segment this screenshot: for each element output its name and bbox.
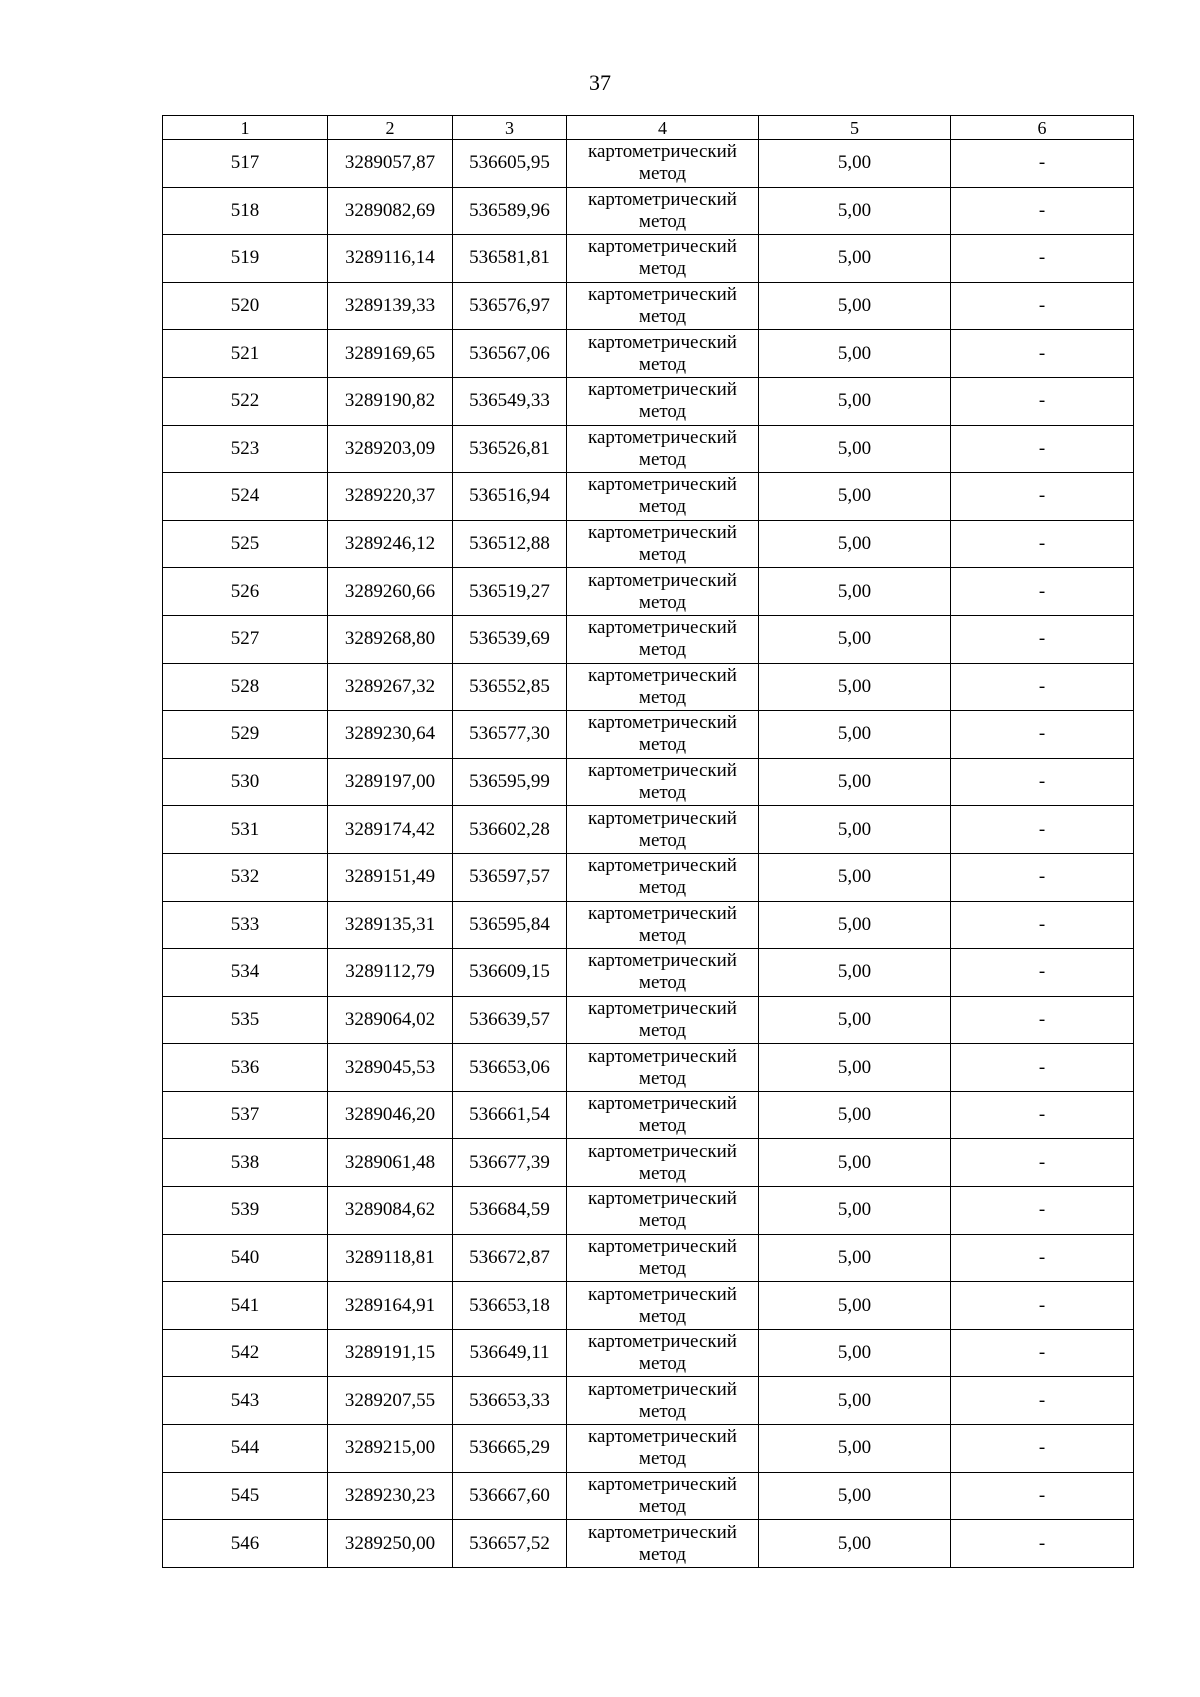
table-row (163, 1520, 1134, 1568)
method-cell (567, 1377, 759, 1425)
point-number-cell: 517 (163, 140, 328, 188)
accuracy-cell: 5,00 (759, 1282, 951, 1330)
description-cell: - (951, 853, 1134, 901)
y-coordinate-cell: 536526,81 (453, 425, 567, 473)
method-line-2: метод (638, 1400, 687, 1422)
method-cell (567, 901, 759, 949)
method-line-1: картометрический (588, 1045, 737, 1067)
method-cell (567, 282, 759, 330)
description-cell: - (951, 615, 1134, 663)
accuracy-cell: 5,00 (759, 615, 951, 663)
table-row (163, 1044, 1134, 1092)
method-cell (567, 615, 759, 663)
method-line-2: метод (638, 734, 687, 756)
method-line-1: картометрический (588, 712, 737, 734)
y-coordinate-cell: 536661,54 (453, 1091, 567, 1139)
description-cell: - (951, 711, 1134, 759)
method-line-1: картометрический (588, 902, 737, 924)
method-line-1: картометрический (588, 617, 737, 639)
point-number-cell: 530 (163, 758, 328, 806)
page-number: 37 (589, 70, 611, 95)
point-number-cell: 541 (163, 1282, 328, 1330)
method-cell (567, 711, 759, 759)
point-number-cell: 531 (163, 806, 328, 854)
point-number-cell: 534 (163, 949, 328, 997)
table-row (163, 711, 1134, 759)
x-coordinate-cell: 3289046,20 (328, 1091, 453, 1139)
table-row (163, 235, 1134, 283)
description-cell: - (951, 425, 1134, 473)
method-cell (567, 1234, 759, 1282)
method-line-2: метод (638, 639, 687, 661)
accuracy-cell: 5,00 (759, 1377, 951, 1425)
y-coordinate-cell: 536684,59 (453, 1187, 567, 1235)
x-coordinate-cell: 3289139,33 (328, 282, 453, 330)
method-cell (567, 1187, 759, 1235)
point-number-cell: 526 (163, 568, 328, 616)
method-line-1: картометрический (588, 664, 737, 686)
x-coordinate-cell: 3289207,55 (328, 1377, 453, 1425)
point-number-cell: 524 (163, 473, 328, 521)
method-line-1: картометрический (588, 1426, 737, 1448)
y-coordinate-cell: 536595,84 (453, 901, 567, 949)
table-row (163, 949, 1134, 997)
x-coordinate-cell: 3289084,62 (328, 1187, 453, 1235)
accuracy-cell: 5,00 (759, 1472, 951, 1520)
description-cell: - (951, 330, 1134, 378)
method-line-2: метод (638, 924, 687, 946)
header-cell-5: 5 (759, 116, 951, 140)
method-line-2: метод (638, 1162, 687, 1184)
method-cell (567, 758, 759, 806)
method-cell (567, 1425, 759, 1473)
table-row (163, 1329, 1134, 1377)
description-cell: - (951, 1425, 1134, 1473)
table-row (163, 663, 1134, 711)
x-coordinate-cell: 3289057,87 (328, 140, 453, 188)
table-row (163, 615, 1134, 663)
accuracy-cell: 5,00 (759, 235, 951, 283)
method-line-1: картометрический (588, 997, 737, 1019)
x-coordinate-cell: 3289174,42 (328, 806, 453, 854)
x-coordinate-cell: 3289197,00 (328, 758, 453, 806)
table-header-row (163, 116, 1134, 140)
x-coordinate-cell: 3289135,31 (328, 901, 453, 949)
point-number-cell: 535 (163, 996, 328, 1044)
accuracy-cell: 5,00 (759, 1520, 951, 1568)
method-line-2: метод (638, 782, 687, 804)
x-coordinate-cell: 3289220,37 (328, 473, 453, 521)
x-coordinate-cell: 3289151,49 (328, 853, 453, 901)
point-number-cell: 542 (163, 1329, 328, 1377)
table-row (163, 1139, 1134, 1187)
point-number-cell: 518 (163, 187, 328, 235)
description-cell: - (951, 187, 1134, 235)
method-line-2: метод (638, 544, 687, 566)
accuracy-cell: 5,00 (759, 758, 951, 806)
method-cell (567, 377, 759, 425)
x-coordinate-cell: 3289190,82 (328, 377, 453, 425)
x-coordinate-cell: 3289118,81 (328, 1234, 453, 1282)
table-row (163, 282, 1134, 330)
accuracy-cell: 5,00 (759, 520, 951, 568)
method-cell (567, 1520, 759, 1568)
method-cell (567, 1472, 759, 1520)
accuracy-cell: 5,00 (759, 901, 951, 949)
method-line-2: метод (638, 496, 687, 518)
method-line-2: метод (638, 210, 687, 232)
accuracy-cell: 5,00 (759, 1234, 951, 1282)
x-coordinate-cell: 3289268,80 (328, 615, 453, 663)
method-cell (567, 949, 759, 997)
description-cell: - (951, 1187, 1134, 1235)
description-cell: - (951, 473, 1134, 521)
point-number-cell: 543 (163, 1377, 328, 1425)
point-number-cell: 544 (163, 1425, 328, 1473)
point-number-cell: 519 (163, 235, 328, 283)
accuracy-cell: 5,00 (759, 568, 951, 616)
header-cell-1: 1 (163, 116, 328, 140)
point-number-cell: 546 (163, 1520, 328, 1568)
method-line-2: метод (638, 448, 687, 470)
method-line-2: метод (638, 1448, 687, 1470)
description-cell: - (951, 520, 1134, 568)
description-cell: - (951, 663, 1134, 711)
method-line-2: метод (638, 686, 687, 708)
method-line-1: картометрический (588, 569, 737, 591)
y-coordinate-cell: 536576,97 (453, 282, 567, 330)
method-cell (567, 520, 759, 568)
y-coordinate-cell: 536667,60 (453, 1472, 567, 1520)
method-line-1: картометрический (588, 426, 737, 448)
table-row (163, 758, 1134, 806)
method-line-2: метод (638, 1019, 687, 1041)
method-line-1: картометрический (588, 1188, 737, 1210)
table-row (163, 187, 1134, 235)
y-coordinate-cell: 536653,18 (453, 1282, 567, 1330)
method-line-1: картометрический (588, 855, 737, 877)
description-cell: - (951, 1234, 1134, 1282)
method-cell (567, 425, 759, 473)
y-coordinate-cell: 536519,27 (453, 568, 567, 616)
table-row (163, 1234, 1134, 1282)
method-cell (567, 1044, 759, 1092)
method-line-2: метод (638, 1210, 687, 1232)
accuracy-cell: 5,00 (759, 1044, 951, 1092)
accuracy-cell: 5,00 (759, 330, 951, 378)
accuracy-cell: 5,00 (759, 473, 951, 521)
accuracy-cell: 5,00 (759, 140, 951, 188)
table-row (163, 1377, 1134, 1425)
method-cell (567, 1329, 759, 1377)
y-coordinate-cell: 536649,11 (453, 1329, 567, 1377)
description-cell: - (951, 1091, 1134, 1139)
description-cell: - (951, 901, 1134, 949)
method-line-1: картометрический (588, 188, 737, 210)
accuracy-cell: 5,00 (759, 1187, 951, 1235)
x-coordinate-cell: 3289215,00 (328, 1425, 453, 1473)
table-row (163, 1472, 1134, 1520)
point-number-cell: 545 (163, 1472, 328, 1520)
x-coordinate-cell: 3289116,14 (328, 235, 453, 283)
table-row (163, 806, 1134, 854)
y-coordinate-cell: 536609,15 (453, 949, 567, 997)
method-line-2: метод (638, 258, 687, 280)
method-line-1: картометрический (588, 141, 737, 163)
point-number-cell: 523 (163, 425, 328, 473)
description-cell: - (951, 140, 1134, 188)
table-row (163, 1187, 1134, 1235)
description-cell: - (951, 1139, 1134, 1187)
method-line-2: метод (638, 163, 687, 185)
table-row (163, 1282, 1134, 1330)
accuracy-cell: 5,00 (759, 1425, 951, 1473)
method-cell (567, 330, 759, 378)
method-line-2: метод (638, 306, 687, 328)
table-row (163, 425, 1134, 473)
point-number-cell: 539 (163, 1187, 328, 1235)
point-number-cell: 538 (163, 1139, 328, 1187)
x-coordinate-cell: 3289191,15 (328, 1329, 453, 1377)
method-line-1: картометрический (588, 284, 737, 306)
table-row (163, 853, 1134, 901)
y-coordinate-cell: 536657,52 (453, 1520, 567, 1568)
accuracy-cell: 5,00 (759, 1091, 951, 1139)
description-cell: - (951, 806, 1134, 854)
description-cell: - (951, 1520, 1134, 1568)
method-cell (567, 235, 759, 283)
method-cell (567, 1091, 759, 1139)
point-number-cell: 533 (163, 901, 328, 949)
table-row (163, 473, 1134, 521)
point-number-cell: 520 (163, 282, 328, 330)
point-number-cell: 528 (163, 663, 328, 711)
method-line-1: картометрический (588, 1331, 737, 1353)
y-coordinate-cell: 536677,39 (453, 1139, 567, 1187)
method-line-2: метод (638, 353, 687, 375)
table-row (163, 330, 1134, 378)
header-cell-2: 2 (328, 116, 453, 140)
method-line-1: картометрический (588, 474, 737, 496)
accuracy-cell: 5,00 (759, 282, 951, 330)
accuracy-cell: 5,00 (759, 377, 951, 425)
accuracy-cell: 5,00 (759, 663, 951, 711)
method-line-1: картометрический (588, 760, 737, 782)
description-cell: - (951, 1044, 1134, 1092)
table-row (163, 377, 1134, 425)
method-line-2: метод (638, 1305, 687, 1327)
method-line-1: картометрический (588, 1521, 737, 1543)
y-coordinate-cell: 536595,99 (453, 758, 567, 806)
table-row (163, 901, 1134, 949)
point-number-cell: 521 (163, 330, 328, 378)
y-coordinate-cell: 536549,33 (453, 377, 567, 425)
accuracy-cell: 5,00 (759, 853, 951, 901)
header-cell-4: 4 (567, 116, 759, 140)
table-row (163, 520, 1134, 568)
point-number-cell: 536 (163, 1044, 328, 1092)
description-cell: - (951, 1329, 1134, 1377)
x-coordinate-cell: 3289169,65 (328, 330, 453, 378)
method-cell (567, 996, 759, 1044)
method-line-1: картометрический (588, 236, 737, 258)
method-cell (567, 187, 759, 235)
method-line-2: метод (638, 1353, 687, 1375)
method-cell (567, 1282, 759, 1330)
point-number-cell: 525 (163, 520, 328, 568)
accuracy-cell: 5,00 (759, 425, 951, 473)
header-cell-3: 3 (453, 116, 567, 140)
y-coordinate-cell: 536602,28 (453, 806, 567, 854)
method-line-2: метод (638, 1067, 687, 1089)
x-coordinate-cell: 3289267,32 (328, 663, 453, 711)
table-row (163, 568, 1134, 616)
point-number-cell: 522 (163, 377, 328, 425)
y-coordinate-cell: 536605,95 (453, 140, 567, 188)
accuracy-cell: 5,00 (759, 1139, 951, 1187)
method-line-2: метод (638, 401, 687, 423)
x-coordinate-cell: 3289045,53 (328, 1044, 453, 1092)
method-line-2: метод (638, 972, 687, 994)
y-coordinate-cell: 536653,33 (453, 1377, 567, 1425)
point-number-cell: 529 (163, 711, 328, 759)
x-coordinate-cell: 3289230,23 (328, 1472, 453, 1520)
x-coordinate-cell: 3289203,09 (328, 425, 453, 473)
x-coordinate-cell: 3289061,48 (328, 1139, 453, 1187)
method-cell (567, 568, 759, 616)
table-row (163, 1425, 1134, 1473)
x-coordinate-cell: 3289064,02 (328, 996, 453, 1044)
method-line-2: метод (638, 1115, 687, 1137)
method-line-1: картометрический (588, 331, 737, 353)
y-coordinate-cell: 536653,06 (453, 1044, 567, 1092)
method-line-1: картометрический (588, 1283, 737, 1305)
method-line-1: картометрический (588, 1140, 737, 1162)
method-line-2: метод (638, 1257, 687, 1279)
method-line-1: картометрический (588, 807, 737, 829)
description-cell: - (951, 949, 1134, 997)
method-line-1: картометрический (588, 1235, 737, 1257)
point-number-cell: 540 (163, 1234, 328, 1282)
table-row (163, 996, 1134, 1044)
y-coordinate-cell: 536672,87 (453, 1234, 567, 1282)
description-cell: - (951, 1377, 1134, 1425)
accuracy-cell: 5,00 (759, 949, 951, 997)
x-coordinate-cell: 3289246,12 (328, 520, 453, 568)
method-line-1: картометрический (588, 1378, 737, 1400)
x-coordinate-cell: 3289230,64 (328, 711, 453, 759)
y-coordinate-cell: 536589,96 (453, 187, 567, 235)
method-line-1: картометрический (588, 1093, 737, 1115)
y-coordinate-cell: 536516,94 (453, 473, 567, 521)
method-cell (567, 1139, 759, 1187)
accuracy-cell: 5,00 (759, 1329, 951, 1377)
method-line-1: картометрический (588, 1473, 737, 1495)
x-coordinate-cell: 3289260,66 (328, 568, 453, 616)
coordinates-table (162, 115, 1134, 1568)
x-coordinate-cell: 3289164,91 (328, 1282, 453, 1330)
y-coordinate-cell: 536665,29 (453, 1425, 567, 1473)
table-row (163, 140, 1134, 188)
method-line-2: метод (638, 829, 687, 851)
method-cell (567, 473, 759, 521)
method-cell (567, 806, 759, 854)
description-cell: - (951, 568, 1134, 616)
x-coordinate-cell: 3289082,69 (328, 187, 453, 235)
accuracy-cell: 5,00 (759, 711, 951, 759)
method-line-2: метод (638, 591, 687, 613)
accuracy-cell: 5,00 (759, 806, 951, 854)
method-line-1: картометрический (588, 950, 737, 972)
description-cell: - (951, 377, 1134, 425)
description-cell: - (951, 282, 1134, 330)
header-cell-6: 6 (951, 116, 1134, 140)
y-coordinate-cell: 536639,57 (453, 996, 567, 1044)
y-coordinate-cell: 536577,30 (453, 711, 567, 759)
description-cell: - (951, 1282, 1134, 1330)
description-cell: - (951, 758, 1134, 806)
accuracy-cell: 5,00 (759, 996, 951, 1044)
method-line-1: картометрический (588, 379, 737, 401)
table-row (163, 1091, 1134, 1139)
point-number-cell: 527 (163, 615, 328, 663)
method-cell (567, 140, 759, 188)
method-line-2: метод (638, 1495, 687, 1517)
method-line-2: метод (638, 877, 687, 899)
method-cell (567, 853, 759, 901)
x-coordinate-cell: 3289250,00 (328, 1520, 453, 1568)
accuracy-cell: 5,00 (759, 187, 951, 235)
point-number-cell: 537 (163, 1091, 328, 1139)
description-cell: - (951, 235, 1134, 283)
x-coordinate-cell: 3289112,79 (328, 949, 453, 997)
y-coordinate-cell: 536567,06 (453, 330, 567, 378)
method-cell (567, 663, 759, 711)
description-cell: - (951, 996, 1134, 1044)
y-coordinate-cell: 536539,69 (453, 615, 567, 663)
y-coordinate-cell: 536597,57 (453, 853, 567, 901)
y-coordinate-cell: 536512,88 (453, 520, 567, 568)
description-cell: - (951, 1472, 1134, 1520)
point-number-cell: 532 (163, 853, 328, 901)
method-line-2: метод (638, 1543, 687, 1565)
y-coordinate-cell: 536581,81 (453, 235, 567, 283)
y-coordinate-cell: 536552,85 (453, 663, 567, 711)
method-line-1: картометрический (588, 522, 737, 544)
